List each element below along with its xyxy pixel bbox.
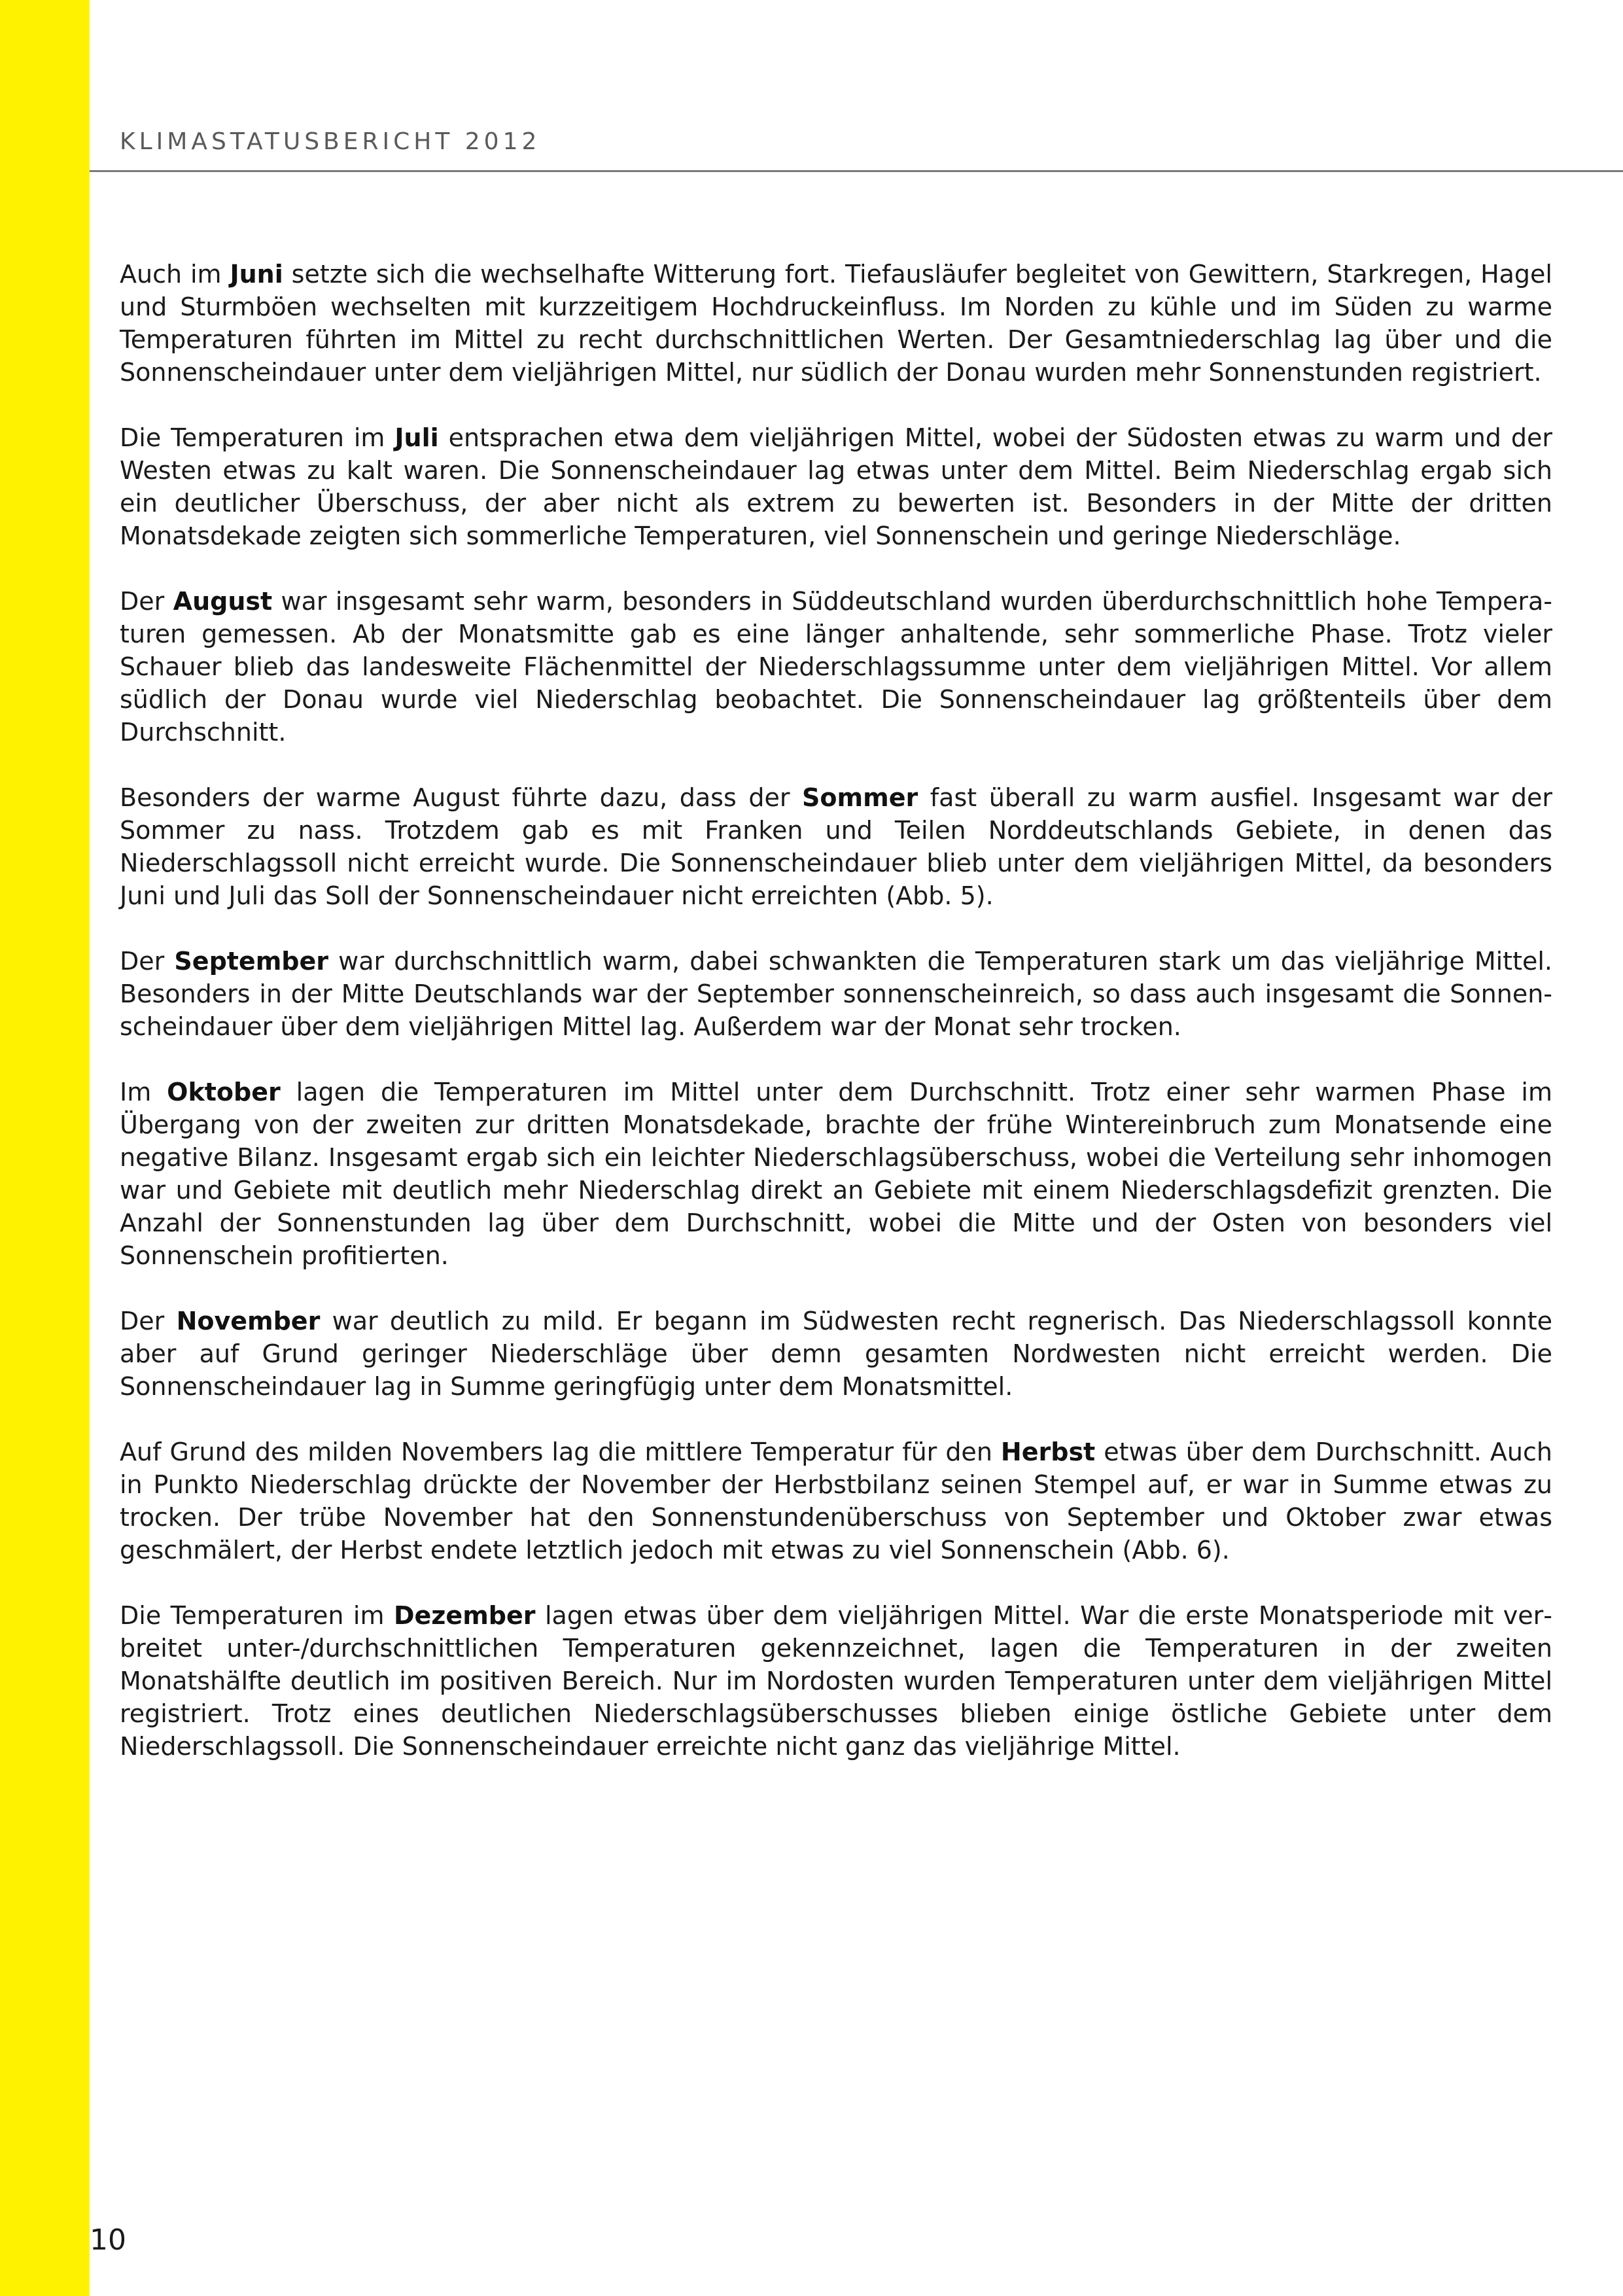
paragraph-text: war deutlich zu mild. Er begann im Südwesten recht regnerisch. Das Niederschlagssoll konnte aber auf Grund geringer Niederschläge über demn gesamten Nordwesten nicht erreicht werden. Die Sonnenscheindauer lag in Summe geringfügig unter dem Monatsmittel. xyxy=(120,1307,1552,1401)
paragraph-text: etwas über dem Durchschnitt. Auch in Punkto Niederschlag drückte der November der Herbstbilanz seinen Stempel auf, er war in Summe etwas zu trocken. Der trübe November hat den Sonnenstundenüberschuss von September und Oktober zwar etwas geschmälert, der Herbst endete letztlich jedoch mit etwas zu viel Sonnenschein (Abb. 6). xyxy=(120,1438,1552,1564)
paragraph-text: war insgesamt sehr warm, besonders in Süddeutschland wurden überdurchschnittlich hohe Temperaturen gemessen. Ab der Monatsmitte gab es eine länger anhaltende, sehr sommerliche Phase. Trotz vieler Schauer blieb das landesweite Flächenmittel der Niederschlagssumme unter dem vieljährigen Mittel. Vor allem südlich der Donau wurde viel Niederschlag beobachtet. Die Sonnenscheindauer lag größtenteils über dem Durchschnitt. xyxy=(120,587,1553,747)
body-text xyxy=(120,258,1552,1795)
paragraph-november xyxy=(120,1305,1552,1403)
paragraph-keyword: Juli xyxy=(394,423,439,452)
paragraph-oktober xyxy=(120,1076,1552,1272)
paragraph-lead: Auf Grund des milden Novembers lag die mittlere Temperatur für den xyxy=(120,1438,1001,1466)
paragraph-lead: Der xyxy=(120,587,173,616)
paragraph-keyword: Oktober xyxy=(167,1078,281,1106)
paragraph-text: lagen die Temperaturen im Mittel unter dem Durchschnitt. Trotz einer sehr warmen Phase im Übergang von der zweiten zur dritten Monatsdekade, brachte der frühe Wintereinbruch zum Monatsende eine negative Bilanz. Insgesamt ergab sich ein leichter Niederschlagsüberschuss, wobei die Verteilung sehr inhomogen war und Gebiete mit deutlich mehr Niederschlag direkt an Gebiete mit einem Niederschlagsdefizit grenzten. Die Anzahl der Sonnenstunden lag über dem Durchschnitt, wobei die Mitte und der Osten von besonders viel Sonnenschein profitierten. xyxy=(120,1078,1553,1270)
paragraph-lead: Der xyxy=(120,1307,177,1335)
paragraph-text: lagen etwas über dem vieljährigen Mittel. War die erste Monatsperiode mit verbreitet unter-/durchschnittlichen Temperaturen gekennzeichnet, lagen die Temperaturen in der zweiten Monatshälfte deutlich im positiven Bereich. Nur im Nordosten wurden Temperaturen unter dem vieljährigen Mittel registriert. Trotz eines deutlichen Niederschlagsüberschusses blieben einige östliche Gebiete unter dem Niederschlagssoll. Die Sonnenscheindauer erreichte nicht ganz das vieljährige Mittel. xyxy=(120,1601,1552,1761)
paragraph-keyword: Dezember xyxy=(393,1601,536,1630)
paragraph-august xyxy=(120,585,1552,749)
paragraph-lead: Der xyxy=(120,947,175,976)
paragraph-juli xyxy=(120,421,1552,552)
paragraph-keyword: Sommer xyxy=(802,783,918,812)
paragraph-sommer xyxy=(120,781,1552,912)
paragraph-keyword: November xyxy=(176,1307,321,1335)
yellow-side-band xyxy=(0,0,90,2296)
paragraph-text: war durchschnittlich warm, dabei schwankten die Temperaturen stark um das vieljährige Mittel. Besonders in der Mitte Deutschlands war der September sonnenscheinreich, so dass auch insgesamt die Sonnenscheindauer über dem vieljährigen Mittel lag. Außerdem war der Monat sehr trocken. xyxy=(120,947,1552,1041)
running-header: KLIMASTATUSBERICHT 2012 xyxy=(120,128,541,155)
paragraph-text: fast überall zu warm ausfiel. Insgesamt war der Sommer zu nass. Trotzdem gab es mit Franken und Teilen Norddeutschlands Gebiete, in denen das Niederschlagssoll nicht erreicht wurde. Die Sonnenscheindauer blieb unter dem vieljährigen Mittel, da besonders Juni und Juli das Soll der Sonnenscheindauer nicht erreichten (Abb. 5). xyxy=(120,783,1552,910)
paragraph-text: setzte sich die wechselhafte Witterung fort. Tiefausläufer begleitet von Gewittern, Starkregen, Hagel und Sturmböen wechselten mit kurzzeitigem Hochdruckeinfluss. Im Norden zu kühle und im Süden zu warme Temperaturen führten im Mittel zu recht durchschnittlichen Werten. Der Gesamtniederschlag lag über und die Sonnenscheindauer unter dem vieljährigen Mittel, nur südlich der Donau wurden mehr Sonnenstunden registriert. xyxy=(120,260,1552,387)
paragraph-lead: Im xyxy=(120,1078,167,1106)
paragraph-keyword: Herbst xyxy=(1000,1438,1096,1466)
paragraph-text: entsprachen etwa dem vieljährigen Mittel, wobei der Südosten etwas zu warm und der Westen etwas zu kalt waren. Die Sonnenscheindauer lag etwas unter dem Mittel. Beim Niederschlag ergab sich ein deutlicher Überschuss, der aber nicht als extrem zu bewerten ist. Besonders in der Mitte der dritten Monatsdekade zeigten sich sommerliche Temperaturen, viel Sonnenschein und geringe Niederschläge. xyxy=(120,423,1552,550)
header-rule xyxy=(90,170,1623,172)
paragraph-juni xyxy=(120,258,1552,389)
paragraph-dezember xyxy=(120,1599,1552,1763)
paragraph-keyword: September xyxy=(174,947,329,976)
paragraph-lead: Die Temperaturen im xyxy=(120,1601,394,1630)
paragraph-september xyxy=(120,945,1552,1043)
paragraph-herbst xyxy=(120,1436,1552,1566)
paragraph-lead: Die Temperaturen im xyxy=(120,423,395,452)
paragraph-lead: Besonders der warme August führte dazu, dass der xyxy=(120,783,803,812)
paragraph-keyword: August xyxy=(173,587,273,616)
paragraph-keyword: Juni xyxy=(230,260,283,289)
page-number: 10 xyxy=(90,2223,126,2257)
paragraph-lead: Auch im xyxy=(120,260,230,289)
